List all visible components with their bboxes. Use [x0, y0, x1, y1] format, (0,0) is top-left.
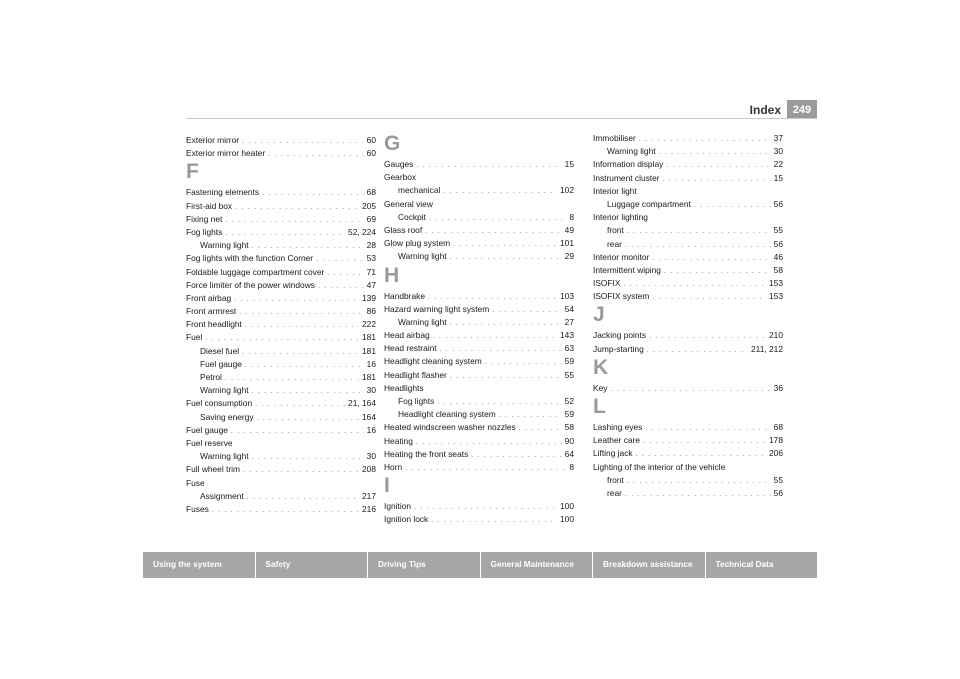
index-entry-label: Warning light — [398, 251, 447, 262]
index-page-ref[interactable]: 139 — [362, 292, 376, 303]
dot-leader — [327, 267, 363, 280]
index-entry-label: Fixing net — [186, 213, 223, 224]
index-entry — [384, 461, 574, 474]
footer-nav — [143, 552, 817, 578]
index-entry-label: Headlight cleaning system — [398, 409, 496, 420]
index-entry — [593, 185, 783, 198]
index-entry — [186, 503, 376, 516]
index-entry-label: Lashing eyes — [593, 422, 643, 432]
index-entry — [593, 264, 783, 277]
index-subentry — [186, 411, 376, 424]
index-page-ref[interactable]: 216 — [362, 503, 376, 514]
index-entry-label: Interior monitor — [593, 251, 650, 262]
index-entry-label: Cockpit — [398, 211, 426, 222]
index-entry-label: Warning light — [200, 385, 249, 396]
index-subentry — [186, 371, 376, 384]
index-entry-label: ISOFIX system — [593, 291, 650, 302]
dot-leader — [694, 199, 771, 212]
index-entry-label: Fuel reserve — [186, 437, 233, 448]
index-subentry — [186, 358, 376, 371]
index-entry — [593, 421, 783, 434]
index-entry — [593, 158, 783, 171]
index-entry-label: Foldable luggage compartment cover — [186, 266, 325, 277]
index-page-ref[interactable]: 55 — [773, 225, 783, 236]
index-page-ref[interactable]: 60 — [366, 148, 376, 159]
index-subentry — [384, 250, 574, 263]
index-page-ref[interactable]: 56 — [773, 198, 783, 209]
index-page-ref[interactable]: 100 — [560, 501, 574, 512]
index-page-ref[interactable]: 211, 212 — [751, 343, 783, 354]
dot-leader — [416, 159, 561, 172]
index-entry — [384, 171, 574, 184]
dot-leader — [262, 187, 364, 200]
index-entry-label: Warning light — [607, 146, 656, 157]
index-entry — [593, 382, 783, 395]
dot-leader — [212, 504, 359, 517]
index-entry-label: Intermittent wiping — [593, 264, 661, 275]
index-entry-label: Key — [593, 382, 608, 393]
dot-leader — [627, 225, 771, 238]
index-entry-label: mechanical — [398, 185, 441, 196]
index-entry — [186, 292, 376, 305]
dot-leader — [252, 451, 364, 464]
index-entry-label: Glow plug system — [384, 238, 451, 249]
index-subentry — [384, 395, 574, 408]
index-entry-label: Jacking points — [593, 330, 647, 341]
dot-leader — [649, 330, 766, 343]
dot-leader — [245, 359, 364, 372]
index-page-ref[interactable]: 181 — [362, 345, 376, 356]
dot-leader — [257, 412, 359, 425]
index-entry-label: Front headlight — [186, 319, 242, 330]
dot-leader — [610, 383, 770, 396]
index-subentry — [384, 211, 574, 224]
index-entry — [384, 224, 574, 237]
dot-leader — [453, 238, 557, 251]
dot-leader — [433, 330, 557, 343]
dot-leader — [450, 317, 562, 330]
index-page-ref[interactable]: 52 — [564, 396, 574, 406]
header-title: Index — [749, 102, 781, 117]
index-subentry — [186, 345, 376, 358]
index-entry-label: Headlight cleaning system — [384, 356, 482, 367]
index-page-ref[interactable]: 15 — [564, 159, 574, 169]
index-entry-label: Fog lights — [398, 396, 435, 406]
index-entry-label: rear — [607, 487, 622, 498]
index-page-ref[interactable]: 53 — [366, 253, 376, 264]
index-subentry — [186, 490, 376, 503]
index-entry — [186, 200, 376, 213]
index-subentry — [384, 408, 574, 421]
index-page-ref[interactable]: 206 — [769, 448, 783, 459]
index-page-ref[interactable]: 15 — [773, 172, 783, 183]
dot-leader — [647, 344, 748, 357]
index-entry-label: Force limiter of the power windows — [186, 279, 315, 290]
index-page-ref[interactable]: 56 — [773, 487, 783, 498]
index-page-ref[interactable]: 16 — [366, 424, 376, 435]
index-entry — [186, 424, 376, 437]
index-subentry — [186, 384, 376, 397]
index-section-letter: F — [186, 160, 199, 184]
dot-leader — [235, 201, 359, 214]
index-entry — [384, 303, 574, 316]
index-entry-label: Fuses — [186, 503, 209, 514]
index-entry — [186, 279, 376, 292]
index-page-ref[interactable]: 37 — [773, 133, 783, 143]
footer-tab-driving-tips[interactable]: Driving Tips — [368, 552, 480, 578]
index-page-ref[interactable]: 54 — [564, 303, 574, 314]
index-entry-label: Heating the front seats — [384, 448, 469, 459]
dot-leader — [268, 148, 364, 161]
index-entry — [384, 382, 574, 395]
index-section-letter: I — [384, 474, 390, 498]
footer-tab-safety[interactable]: Safety — [256, 552, 368, 578]
dot-leader — [664, 265, 771, 278]
index-entry-label: Information display — [593, 159, 664, 170]
index-entry — [186, 186, 376, 199]
page-number-badge: 249 — [787, 100, 817, 119]
index-entry-label: Fuse — [186, 477, 205, 488]
index-entry — [384, 198, 574, 211]
dot-leader — [243, 464, 359, 477]
index-column-1 — [186, 134, 376, 516]
dot-leader — [318, 280, 364, 293]
index-subentry — [384, 316, 574, 329]
index-entry — [384, 329, 574, 342]
index-entry-label: Front armrest — [186, 306, 237, 317]
footer-tab-using-the-system[interactable]: Using the system — [143, 552, 255, 578]
index-entry-label: Fog lights with the function Corner — [186, 253, 314, 264]
index-subentry — [384, 184, 574, 197]
index-entry — [186, 397, 376, 410]
dot-leader — [255, 398, 345, 411]
index-entry-label: Diesel fuel — [200, 345, 240, 356]
index-entry-label: Lighting of the interior of the vehicle — [593, 461, 726, 472]
index-page-ref[interactable]: 143 — [560, 330, 574, 341]
index-entry-label: Fog lights — [186, 226, 223, 237]
index-page-ref[interactable]: 8 — [569, 461, 574, 472]
index-subentry — [593, 238, 783, 251]
footer-tab-general-maintenance[interactable]: General Maintenance — [481, 552, 593, 578]
index-page-ref[interactable]: 47 — [366, 279, 376, 290]
index-entry — [186, 226, 376, 239]
dot-leader — [443, 185, 557, 198]
index-column-2 — [384, 132, 574, 527]
index-entry-label: Luggage compartment — [607, 198, 691, 209]
index-entry — [384, 355, 574, 368]
index-page-ref[interactable]: 208 — [362, 464, 376, 475]
index-entry-label: Assignment — [200, 490, 244, 501]
index-page-ref[interactable]: 181 — [362, 372, 376, 382]
index-entry-label: Head airbag — [384, 330, 430, 341]
dot-leader — [414, 501, 557, 514]
index-page-ref[interactable]: 101 — [560, 238, 574, 249]
index-entry-label: Ignition — [384, 501, 412, 512]
index-entry — [593, 290, 783, 303]
index-page-ref[interactable]: 28 — [366, 240, 376, 251]
index-page-ref[interactable]: 71 — [366, 266, 376, 277]
index-entry — [593, 132, 783, 145]
index-entry — [384, 342, 574, 355]
index-entry — [593, 434, 783, 447]
index-subentry — [593, 487, 783, 500]
index-page-ref[interactable]: 58 — [773, 264, 783, 275]
index-page-ref[interactable]: 217 — [362, 490, 376, 501]
index-page-ref[interactable]: 60 — [366, 135, 376, 145]
dot-leader — [659, 146, 771, 159]
dot-leader — [652, 291, 766, 304]
index-entry — [186, 331, 376, 344]
index-page-ref[interactable]: 153 — [769, 291, 783, 302]
dot-leader — [492, 304, 561, 317]
dot-leader — [429, 212, 566, 225]
index-page-ref[interactable]: 153 — [769, 278, 783, 289]
index-entry-label: Warning light — [398, 316, 447, 327]
index-page-ref[interactable]: 30 — [366, 451, 376, 462]
index-page-ref[interactable]: 181 — [362, 332, 376, 343]
index-entry — [384, 290, 574, 303]
index-entry-label: Petrol — [200, 372, 222, 382]
dot-leader — [627, 475, 771, 488]
index-entry-label: Handbrake — [384, 290, 425, 301]
index-entry-label: Gearbox — [384, 172, 417, 183]
index-page-ref[interactable]: 103 — [560, 290, 574, 301]
index-entry-label: Fuel consumption — [186, 398, 253, 409]
index-entry-label: ISOFIX — [593, 278, 621, 289]
index-entry-label: First-aid box — [186, 200, 233, 211]
index-entry — [186, 252, 376, 265]
index-page-ref[interactable]: 102 — [560, 185, 574, 196]
index-entry-label: front — [607, 474, 624, 485]
dot-leader — [450, 370, 562, 383]
index-entry — [384, 158, 574, 171]
dot-leader — [405, 462, 566, 475]
index-entry — [384, 421, 574, 434]
index-entry — [593, 343, 783, 356]
dot-leader — [239, 306, 363, 319]
index-entry-label: Exterior mirror heater — [186, 148, 266, 159]
index-page-ref[interactable]: 16 — [366, 358, 376, 369]
index-page-ref[interactable]: 59 — [564, 409, 574, 420]
dot-leader — [234, 293, 359, 306]
index-page-ref[interactable]: 90 — [564, 435, 574, 446]
index-entry — [593, 277, 783, 290]
dot-leader — [231, 425, 364, 438]
dot-leader — [666, 159, 770, 172]
index-page-ref[interactable]: 68 — [366, 187, 376, 198]
index-section-letter: J — [593, 303, 605, 327]
index-entry — [186, 318, 376, 331]
dot-leader — [242, 346, 359, 359]
index-page-ref[interactable]: 58 — [564, 422, 574, 433]
index-section-letter: H — [384, 263, 400, 287]
index-entry-label: Saving energy — [200, 411, 254, 422]
index-entry-label: Hazard warning light system — [384, 303, 490, 314]
index-entry-label: Heating — [384, 435, 413, 446]
index-entry — [384, 513, 574, 526]
index-subentry — [593, 145, 783, 158]
dot-leader — [639, 133, 771, 146]
index-page-ref[interactable]: 46 — [773, 251, 783, 262]
index-page-ref[interactable]: 205 — [362, 200, 376, 211]
index-entry-label: Headlight flasher — [384, 369, 447, 380]
dot-leader — [519, 422, 562, 435]
dot-leader — [431, 514, 557, 527]
index-entry — [593, 251, 783, 264]
index-entry-label: Instrument cluster — [593, 172, 660, 183]
index-page-ref[interactable]: 68 — [773, 422, 783, 432]
index-page-ref[interactable]: 30 — [366, 385, 376, 396]
index-page-ref[interactable]: 52, 224 — [348, 226, 376, 237]
index-entry — [186, 437, 376, 450]
index-entry-label: Interior light — [593, 185, 637, 196]
header-divider — [186, 118, 817, 119]
index-entry-label: Ignition lock — [384, 514, 429, 525]
index-subentry — [593, 474, 783, 487]
index-entry-label: Fuel gauge — [186, 424, 228, 435]
index-page-ref[interactable]: 222 — [362, 319, 376, 330]
dot-leader — [252, 385, 364, 398]
dot-leader — [471, 449, 561, 462]
index-section-letter: K — [593, 355, 609, 379]
index-page-ref[interactable]: 8 — [569, 211, 574, 222]
index-entry-label: Leather care — [593, 435, 641, 446]
index-entry — [593, 329, 783, 342]
index-entry — [384, 435, 574, 448]
index-entry — [186, 147, 376, 160]
index-page-ref[interactable]: 100 — [560, 514, 574, 525]
index-page-ref[interactable]: 63 — [564, 343, 574, 354]
index-entry-label: Glass roof — [384, 224, 423, 235]
index-page-ref[interactable]: 64 — [564, 448, 574, 459]
index-subentry — [186, 450, 376, 463]
index-entry-label: Fuel — [186, 332, 203, 343]
index-subentry — [186, 239, 376, 252]
index-entry-label: Interior lighting — [593, 212, 648, 223]
index-entry — [384, 369, 574, 382]
index-entry-label: Head restraint — [384, 343, 437, 354]
index-entry — [186, 305, 376, 318]
dot-leader — [652, 252, 770, 265]
index-entry — [593, 172, 783, 185]
index-entry — [384, 448, 574, 461]
index-entry-label: rear — [607, 238, 622, 249]
index-section-letter: L — [593, 395, 606, 418]
index-entry-label: Immobiliser — [593, 133, 636, 143]
dot-leader — [645, 422, 770, 435]
index-page-ref[interactable]: 29 — [564, 251, 574, 262]
page-header — [750, 100, 817, 119]
index-entry-label: Warning light — [200, 451, 249, 462]
index-entry-label: Fuel gauge — [200, 358, 242, 369]
index-column-3 — [593, 132, 783, 500]
index-entry — [593, 447, 783, 460]
index-page-ref[interactable]: 30 — [773, 146, 783, 157]
index-page-ref[interactable]: 164 — [362, 411, 376, 422]
index-entry-label: Full wheel trim — [186, 464, 240, 475]
index-entry-label: Gauges — [384, 159, 414, 169]
index-entry — [186, 266, 376, 279]
index-entry-label: Warning light — [200, 240, 249, 251]
index-page-ref[interactable]: 69 — [366, 213, 376, 224]
index-page-ref[interactable]: 86 — [366, 306, 376, 317]
index-subentry — [593, 198, 783, 211]
index-page-ref[interactable]: 56 — [773, 238, 783, 249]
dot-leader — [247, 491, 359, 504]
index-entry — [384, 237, 574, 250]
index-entry — [186, 213, 376, 226]
index-entry-label: Fastening elements — [186, 187, 260, 198]
footer-tab-technical-data[interactable]: Technical Data — [706, 552, 818, 578]
index-entry — [384, 500, 574, 513]
index-page-ref[interactable]: 59 — [564, 356, 574, 367]
index-page-ref[interactable]: 36 — [773, 382, 783, 393]
index-page-ref[interactable]: 55 — [564, 369, 574, 380]
dot-leader — [643, 435, 766, 448]
index-entry-label: Front airbag — [186, 292, 232, 303]
index-page-ref[interactable]: 27 — [564, 316, 574, 327]
index-subentry — [593, 224, 783, 237]
index-entry-label: Headlights — [384, 382, 424, 393]
dot-leader — [225, 214, 363, 227]
index-page-ref[interactable]: 178 — [769, 435, 783, 446]
index-page-ref[interactable]: 55 — [773, 474, 783, 485]
dot-leader — [663, 173, 771, 186]
index-entry-label: Exterior mirror — [186, 135, 240, 145]
index-section-letter: G — [384, 132, 401, 155]
dot-leader — [450, 251, 562, 264]
index-entry-label: Heated windscreen washer nozzles — [384, 422, 516, 433]
index-page-ref[interactable]: 21, 164 — [348, 398, 376, 409]
dot-leader — [625, 488, 771, 501]
index-entry-label: Horn — [384, 461, 403, 472]
index-entry — [186, 463, 376, 476]
index-page-ref[interactable]: 22 — [773, 159, 783, 170]
index-entry-label: Jump-starting — [593, 343, 644, 354]
index-entry-label: Lifting jack — [593, 448, 633, 459]
index-entry — [593, 461, 783, 474]
index-entry-label: General view — [384, 198, 433, 209]
index-entry — [593, 211, 783, 224]
dot-leader — [245, 319, 359, 332]
index-entry — [186, 477, 376, 490]
index-entry — [186, 134, 376, 147]
footer-tab-breakdown-assistance[interactable]: Breakdown assistance — [593, 552, 705, 578]
index-page-ref[interactable]: 49 — [564, 224, 574, 235]
index-page-ref[interactable]: 210 — [769, 330, 783, 341]
dot-leader — [485, 356, 562, 369]
index-entry-label: front — [607, 225, 624, 236]
